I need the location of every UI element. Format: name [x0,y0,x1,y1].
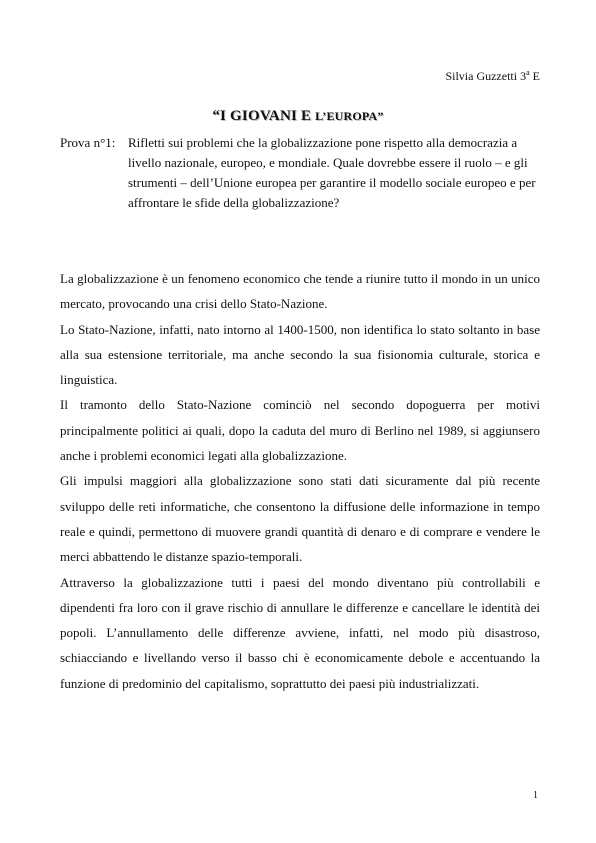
paragraph: Gli impulsi maggiori alla globalizzazione sono stati dati sicuramente dal più recente sviluppo delle reti informatiche, che consentono la diffusione delle informazione in tempo reale e quindi, permettono di muovere grandi quantità di denaro e di comprare e vendere le merci abbattendo le distanze spazio-temporali. [60,473,540,565]
paragraph: Attraverso la globalizzazione tutti i paesi del mondo diventano più controllabili e dipendenti fra loro con il grave rischio di annullare le differenze e cancellare le identità dei popoli. L’annullamento delle differenze avviene, infatti, nel modo più disastroso, schiacciando e livellando verso il basso chi è economicamente debole e accentuando la funzione di predominio del capitalismo, soprattutto dei paesi più industrializzati. [60,574,540,691]
page-number: 1 [533,790,538,801]
author-class-superscript: a [526,68,530,77]
essay-body [60,266,540,696]
author-name: Silvia Guzzetti 3 [445,69,527,83]
author-class-section: E [529,69,540,83]
prompt-label: Prova n°1: [60,135,116,150]
paragraph: Lo Stato-Nazione, infatti, nato intorno al 1400-1500, non identifica lo stato soltanto in base alla sua estensione territoriale, ma anche secondo la sua fisionomia culturale, storica e linguistica. [60,321,540,388]
document-title [0,108,596,125]
paragraph: Il tramonto dello Stato-Nazione cominciò nel secondo dopoguerra per motivi principalmente politici ai quali, dopo la caduta del muro di Berlino nel 1989, si aggiunsero anche i problemi economici legati alla globalizzazione. [60,397,540,464]
prompt-text: Rifletti sui problemi che la globalizzazione pone rispetto alla democrazia a livello nazionale, europeo, e mondiale. Quale dovrebbe essere il ruolo – e gli strumenti – dell’Unione europea per garantire il modello sociale europeo e per affrontare le sfide della globalizzazione? [128,135,536,210]
assignment-prompt [60,133,540,213]
title-part-1: “I GIOVANI E [212,108,316,124]
author-line [445,68,540,84]
title-part-2: L’EUROPA” [315,109,384,123]
paragraph: La globalizzazione è un fenomeno economico che tende a riunire tutto il mondo in un unico mercato, provocando una crisi dello Stato-Nazione. [60,271,540,312]
